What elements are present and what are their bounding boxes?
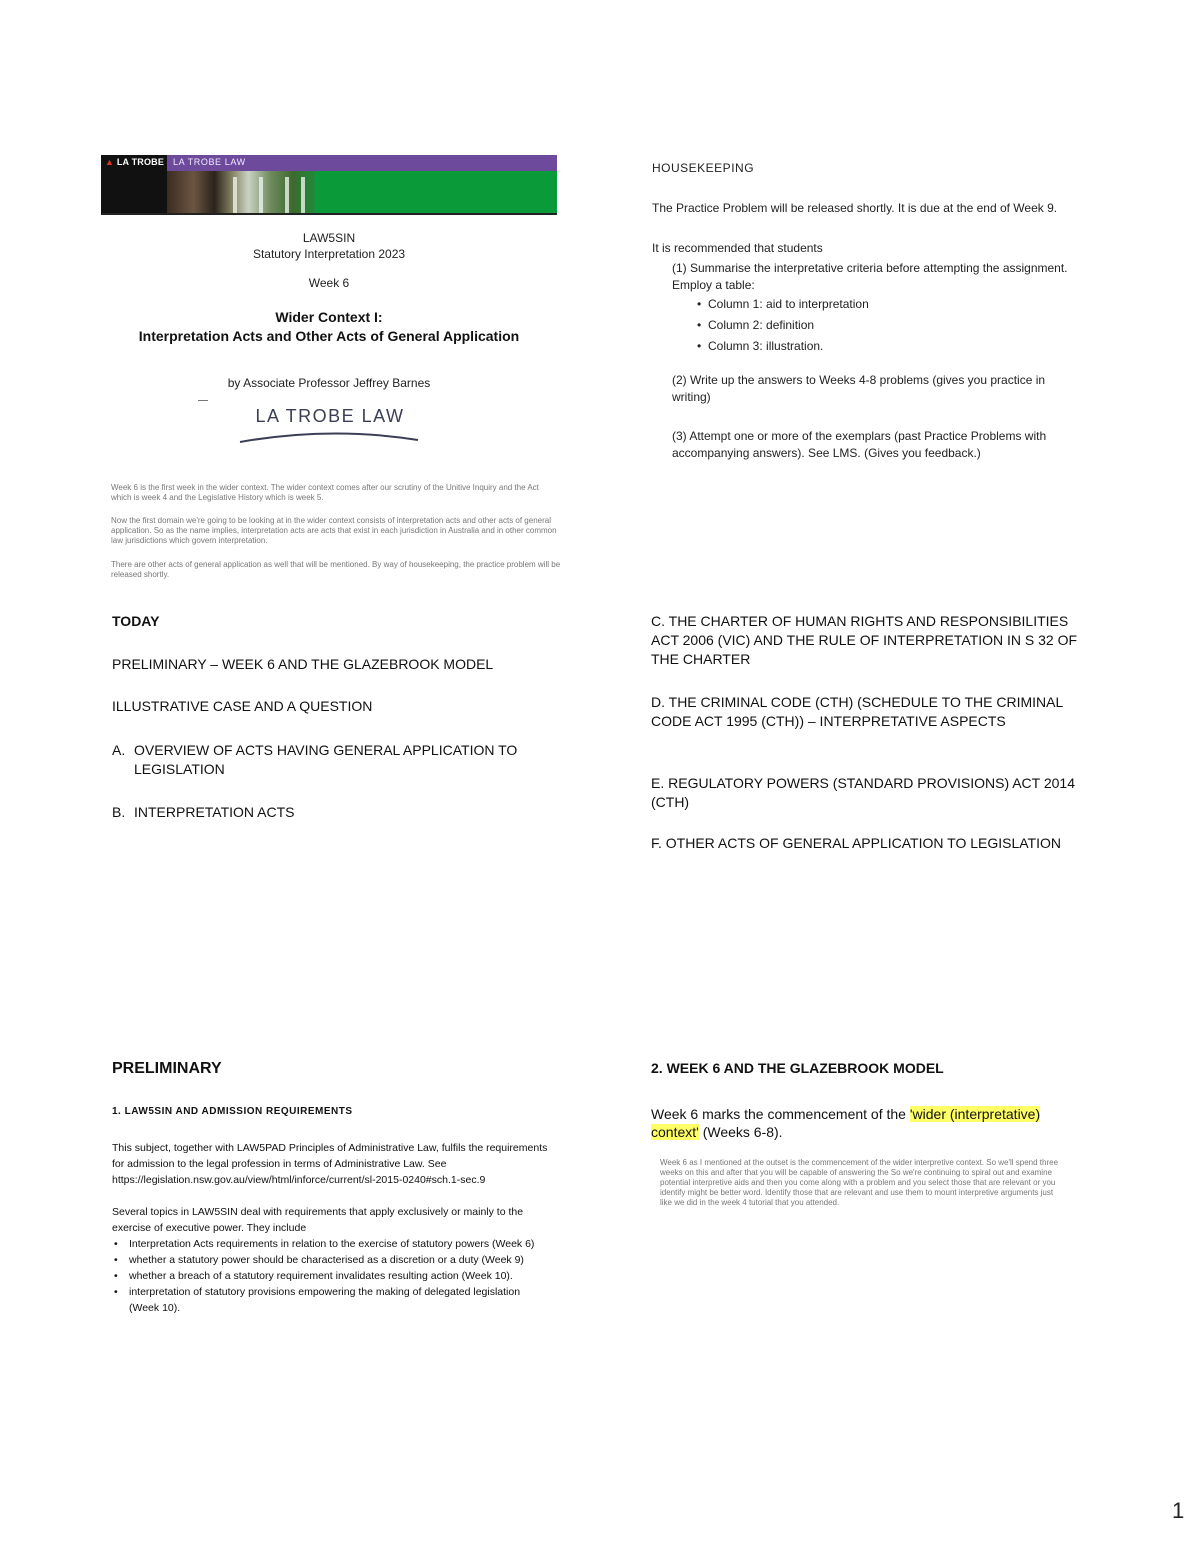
admission-para: This subject, together with LAW5PAD Principles of Administrative Law, fulfils the requirements for admission to the legal profession in terms of Administrative Law. See xyxy=(112,1142,548,1170)
today-item-d: D. THE CRIMINAL CODE (CTH) (SCHEDULE TO THE CRIMINAL CODE ACT 1995 (CTH)) – INTERPRETATIVE ASPECTS xyxy=(651,694,1063,729)
lecture-title-line1: Wider Context I: xyxy=(275,309,383,325)
preliminary-body xyxy=(112,1140,552,1316)
speaker-notes-2: Now the first domain we're going to be looking at in the wider context consists of interpretation acts and other acts of general application. So as the name implies, interpretation acts are acts that exist in each jurisdiction in Australia and in other common law jurisdictions which govern interpretation. xyxy=(111,516,557,545)
slide-housekeeping xyxy=(652,160,1082,462)
today-item-illustrative-case: ILLUSTRATIVE CASE AND A QUESTION xyxy=(112,698,373,714)
housekeeping-step-3: (3) Attempt one or more of the exemplars (past Practice Problems with accompanying answers). See LMS. (Gives you feedback.) xyxy=(672,429,1047,460)
housekeeping-para-2: It is recommended that students xyxy=(652,241,823,255)
preliminary-heading: PRELIMINARY xyxy=(112,1060,222,1077)
lead-text-before: Week 6 marks the commencement of the xyxy=(651,1106,910,1122)
today-item-b xyxy=(112,803,552,822)
banner-purple-strip xyxy=(101,155,557,171)
today-heading: TODAY xyxy=(112,613,160,629)
column-list xyxy=(652,296,1082,355)
column-item: • Column 1: aid to interpretation xyxy=(708,296,1082,313)
lead-highlight: 'wider (interpretative) context' xyxy=(651,1106,1041,1140)
banner-school-name: LA TROBE LAW xyxy=(173,157,246,167)
today-item-a-letter: A. xyxy=(112,742,126,758)
today-item-b-letter: B. xyxy=(112,804,126,820)
legislation-url[interactable]: https://legislation.nsw.gov.au/view/html/inforce/current/sl-2015-0240#sch.1-sec.9 xyxy=(112,1174,486,1186)
slide-glazebrook-model xyxy=(651,1060,1081,1207)
speaker-notes-glazebrook: Week 6 as I mentioned at the outset is the commencement of the wider interpretive context. So we'll spend three weeks on this and after that you will be capable of answering the So we're continuing to spiral out and examine potential interpretive aids and then you come along with a problem and you select those that are relevant or you identify might be better word. Identify those that are relevant and use them to mount interpretive arguments just like we did in the week 4 tutorial that you attended. xyxy=(660,1158,1059,1207)
today-item-preliminary: PRELIMINARY – WEEK 6 AND THE GLAZEBROOK MODEL xyxy=(112,656,494,672)
today-item-a xyxy=(112,741,552,779)
speaker-notes-1: Week 6 is the first week in the wider context. The wider context comes after our scrutiny of the Unitive Inquiry and the Act which is week 4 and the Legislative History which is week 5. xyxy=(111,483,539,502)
slide-preliminary xyxy=(112,1060,552,1314)
today-item-c: C. THE CHARTER OF HUMAN RIGHTS AND RESPONSIBILITIES ACT 2006 (VIC) AND THE RULE OF INTERPRETATION IN S 32 OF THE CHARTER xyxy=(651,613,1078,667)
logo-mark xyxy=(198,400,208,401)
glazebrook-lead xyxy=(651,1105,1081,1141)
subject-code-block xyxy=(101,230,557,262)
housekeeping-heading: HOUSEKEEPING xyxy=(652,161,755,175)
topic-item: • interpretation of statutory provisions empowering the making of delegated legislation (Week 10). xyxy=(129,1284,552,1316)
banner-divider xyxy=(101,213,557,215)
housekeeping-para-1: The Practice Problem will be released shortly. It is due at the end of Week 9. xyxy=(652,201,1058,215)
today-item-b-text: INTERPRETATION ACTS xyxy=(134,804,295,820)
la-trobe-banner xyxy=(101,155,557,213)
topic-item: • whether a statutory power should be characterised as a discretion or a duty (Week 9) xyxy=(129,1252,552,1268)
column-item: • Column 3: illustration. xyxy=(708,338,1082,355)
topics-para: Several topics in LAW5SIN deal with requirements that apply exclusively or mainly to the exercise of executive power. They include xyxy=(112,1206,524,1234)
topic-item: • whether a breach of a statutory requirement invalidates resulting action (Week 10). xyxy=(129,1268,552,1284)
la-trobe-logo: ▲ LA TROBE xyxy=(105,157,165,167)
admission-subheading: 1. LAW5SIN AND ADMISSION REQUIREMENTS xyxy=(112,1106,353,1117)
topics-list xyxy=(112,1236,552,1316)
today-item-e: E. REGULATORY POWERS (STANDARD PROVISIONS) ACT 2014 (CTH) xyxy=(651,775,1075,810)
week-label: Week 6 xyxy=(308,276,350,290)
subject-code: LAW5SIN xyxy=(302,231,356,245)
banner-photo xyxy=(167,171,315,213)
speaker-notes-3: There are other acts of general application as well that will be mentioned. By way of housekeeping, the practice problem will be released shortly. xyxy=(111,560,561,579)
today-item-a-text: OVERVIEW OF ACTS HAVING GENERAL APPLICATION TO LEGISLATION xyxy=(134,742,518,777)
lead-text-after: (Weeks 6-8). xyxy=(698,1124,783,1140)
author-line: by Associate Professor Jeffrey Barnes xyxy=(227,376,431,390)
subject-name: Statutory Interpretation 2023 xyxy=(252,247,406,261)
topic-item: • Interpretation Acts requirements in relation to the exercise of statutory powers (Week 6) xyxy=(129,1236,552,1252)
page-number: 1 xyxy=(1172,1498,1185,1523)
glazebrook-heading: 2. WEEK 6 AND THE GLAZEBROOK MODEL xyxy=(651,1060,944,1076)
today-item-f: F. OTHER ACTS OF GENERAL APPLICATION TO LEGISLATION xyxy=(651,835,1061,851)
housekeeping-step-1: (1) Summarise the interpretative criteria before attempting the assignment. Employ a table: xyxy=(672,261,1068,292)
lecture-title-line2: Interpretation Acts and Other Acts of General Application xyxy=(138,328,520,344)
logo-swoosh-icon xyxy=(230,404,430,448)
housekeeping-step-2: (2) Write up the answers to Weeks 4-8 problems (gives you practice in writing) xyxy=(672,373,1046,404)
column-item: • Column 2: definition xyxy=(708,317,1082,334)
la-trobe-law-logo-text: LA TROBE LAW xyxy=(255,406,405,426)
lecture-title xyxy=(101,308,557,346)
la-trobe-law-logo xyxy=(230,404,430,448)
